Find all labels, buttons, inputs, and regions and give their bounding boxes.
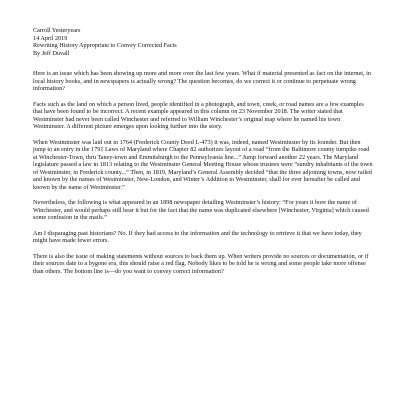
article-header: [33, 27, 373, 57]
paragraph: There is also the issue of making statements without sources to back them up. When writers provide no sources or documentation, or if their sources date to a bygone era, this should raise a red flag. Nobody likes to be told he is wrong and some people take more offense than others. The bottom line is—do you want to convey correct information?: [33, 252, 369, 275]
paragraph: Here is an issue which has been showing up more and more over the last few years. What if material presented as fact on the internet, in local history books, and in newspapers is actually wrong? The question becomes, do we correct it or continue to perpetuate wrong information?: [33, 70, 371, 92]
article-date: 14 April 2019: [33, 34, 68, 42]
paragraph: Am I disparaging past historians? No. If they had access to the information and the technology to retrieve it that we have today, they might have made fewer errors.: [33, 229, 362, 244]
article-byline: By Jeff Duvall: [33, 49, 70, 57]
article-body: [33, 27, 373, 283]
paragraph: Facts such as the land on which a person lived, people identified in a photograph, and town, creek, or road names are a few examples that have been found to be incorrect. A recent example appeared in this column on 23 November 2018. The writer stated that Westminster had never been called Winchester and referred to William Winchester’s original map where he named his town Westminster. A different picture emerges upon looking further into the story.: [33, 100, 364, 130]
paragraph: When Westminster was laid out in 1764 (Frederick County Deed L-473) it was, indeed, named Westminster by its founder. But then jump to an entry in the 1791 Laws of Maryland where Chapter 82 authorizes layout of a road “from the Baltimore county turnpike road at Winchester-Town, thru Taney-town and Emmitsburgh to the Pennsylvania line...” Jump forward another 22 years. The Maryland legislature passed a law in 1813 relating to the Westminster General Meeting House whose trustees were “sundry inhabitants of the town of Westminster, in Frederick county...” Then, in 1819, Maryland’s General Assembly decided “that the three adjoining towns, now railed and known by the names of Westminster, New-London, and Winter’s Addition to Westminster, shall for ever hereafter be called and known by the name of Westminster.”: [33, 138, 373, 191]
article-title: Rewriting History Appropriate to Convey Corrected Facts: [33, 42, 177, 49]
paragraph: Nevertheless, the following is what appeared in an 1898 newspaper detailing Westminster’s history: “For years it bore the name of Winchester, and would perhaps still bear it but for the fact that the name was duplicated elsewhere [Winchester, Virginia] which caused some confusion in the mails.”: [33, 199, 369, 221]
column-name: Carroll Yesteryears: [33, 27, 81, 34]
